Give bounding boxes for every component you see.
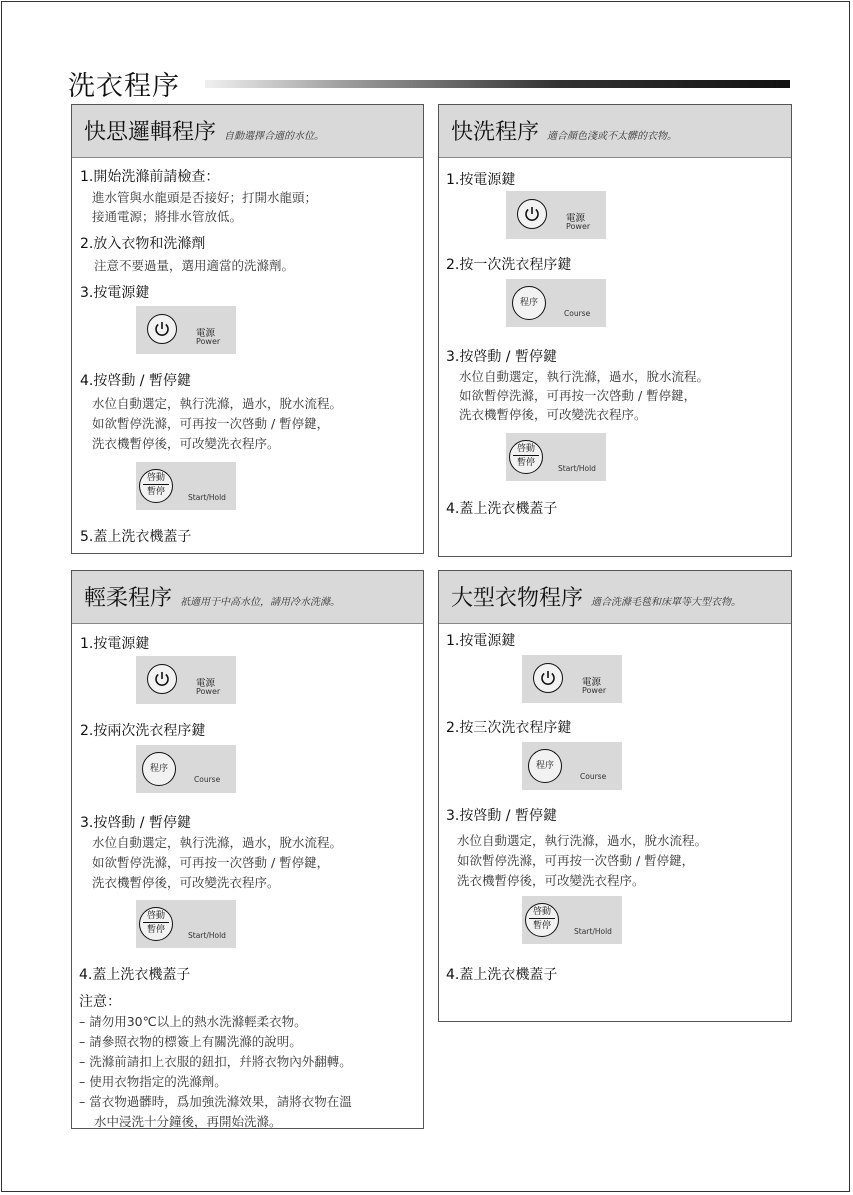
start-hold-label: Start/Hold — [574, 927, 612, 936]
panel-quick-wash — [438, 104, 792, 557]
step-4: 4.蓋上洗衣機蓋子 — [446, 967, 558, 983]
power-button-illustration — [522, 655, 622, 703]
note-item: – 當衣物過髒時，爲加強洗滌效果，請將衣物在溫 — [79, 1094, 352, 1109]
power-icon — [533, 663, 563, 693]
panel-gentle — [71, 570, 424, 1129]
panel-bulky — [438, 570, 792, 1022]
power-icon — [147, 664, 177, 694]
start-hold-button-illustration — [136, 462, 236, 510]
start-hold-label: Start/Hold — [558, 464, 596, 473]
power-label-en: Power — [566, 222, 591, 231]
panel-title: 快洗程序 — [451, 120, 540, 145]
course-button-illustration — [522, 742, 622, 790]
start-hold-button-illustration — [522, 896, 622, 944]
course-label: Course — [194, 775, 221, 784]
step-2: 2.按三次洗衣程序鍵 — [446, 720, 572, 736]
step-2: 2.放入衣物和洗滌劑 — [80, 236, 206, 252]
step-3-desc-line1: 水位自動選定，執行洗滌，過水，脫水流程。 — [92, 835, 343, 850]
power-button-illustration — [136, 306, 236, 354]
start-hold-icon: 啓動 暫停 — [139, 907, 173, 941]
course-button-illustration — [506, 279, 606, 327]
step-4: 4.蓋上洗衣機蓋子 — [446, 501, 558, 517]
step-3-desc-line2: 如欲暫停洗滌，可再按一次啓動 / 暫停鍵， — [459, 388, 697, 403]
power-label-cn: 電源 — [196, 678, 216, 689]
power-label-cn: 電源 — [582, 677, 602, 688]
start-hold-label: Start/Hold — [188, 493, 226, 502]
start-hold-icon: 啓動 暫停 — [509, 440, 543, 474]
panel-header — [439, 105, 791, 158]
title-divider-bar — [205, 80, 790, 88]
step-1: 1.按電源鍵 — [80, 636, 150, 652]
panel-header — [439, 571, 791, 624]
step-3: 3.按電源鍵 — [80, 285, 150, 301]
step-4-desc-line1: 水位自動選定，執行洗滌，過水，脫水流程。 — [92, 396, 343, 411]
start-hold-button-illustration — [136, 900, 236, 948]
step-5: 5.蓋上洗衣機蓋子 — [80, 529, 192, 545]
course-icon: 程序 — [142, 752, 176, 786]
panel-subtitle: 適合顏色淺或不太髒的衣物。 — [547, 131, 678, 142]
panel-subtitle: 適合洗滌毛毯和床單等大型衣物。 — [591, 597, 742, 608]
power-icon — [517, 199, 547, 229]
step-4: 4.按啓動 / 暫停鍵 — [80, 373, 191, 389]
power-label-cn: 電源 — [566, 213, 586, 224]
course-button-illustration — [136, 745, 236, 793]
panel-title: 快思邏輯程序 — [84, 120, 217, 145]
step-1-desc-line1: 進水管與水龍頭是否接好；打開水龍頭； — [92, 190, 318, 205]
panel-title: 大型衣物程序 — [451, 586, 584, 611]
power-label-cn: 電源 — [196, 328, 216, 339]
step-3-desc-line2: 如欲暫停洗滌，可再按一次啓動 / 暫停鍵， — [92, 855, 330, 870]
power-label-en: Power — [196, 337, 221, 346]
panel-header — [72, 105, 423, 158]
start-hold-button-illustration — [506, 433, 606, 481]
panel-title: 輕柔程序 — [84, 586, 173, 611]
panel-subtitle: 祇適用于中高水位，請用冷水洗滌。 — [180, 597, 341, 608]
course-icon: 程序 — [512, 286, 546, 320]
note-item-continued: 水中浸洗十分鐘後，再開始洗滌。 — [94, 1114, 282, 1129]
step-3: 3.按啓動 / 暫停鍵 — [80, 815, 191, 831]
power-label-en: Power — [196, 687, 221, 696]
note-item: – 請參照衣物的標簽上有關洗滌的說明。 — [79, 1034, 302, 1049]
course-label: Course — [580, 772, 607, 781]
step-4: 4.蓋上洗衣機蓋子 — [79, 967, 191, 983]
step-2: 2.按兩次洗衣程序鍵 — [80, 723, 206, 739]
step-1: 1.按電源鍵 — [446, 172, 516, 188]
notes-title: 注意： — [79, 994, 121, 1010]
step-3-desc-line2: 如欲暫停洗滌，可再按一次啓動 / 暫停鍵， — [457, 853, 695, 868]
note-item: – 使用衣物指定的洗滌劑。 — [79, 1074, 227, 1089]
start-hold-label: Start/Hold — [188, 931, 226, 940]
step-2-desc: 注意不要過量，選用適當的洗滌劑。 — [94, 258, 295, 273]
step-3-desc-line1: 水位自動選定，執行洗滌，過水，脫水流程。 — [459, 369, 710, 384]
power-icon — [147, 314, 177, 344]
power-button-illustration — [136, 656, 236, 704]
step-3-desc-line3: 洗衣機暫停後，可改變洗衣程序。 — [457, 873, 645, 888]
step-3: 3.按啓動 / 暫停鍵 — [446, 349, 557, 365]
panel-subtitle: 自動選擇合適的水位。 — [224, 131, 325, 142]
step-1: 1.按電源鍵 — [446, 633, 516, 649]
step-3: 3.按啓動 / 暫停鍵 — [446, 808, 557, 824]
step-4-desc-line3: 洗衣機暫停後，可改變洗衣程序。 — [92, 436, 280, 451]
step-2: 2.按一次洗衣程序鍵 — [446, 257, 572, 273]
step-1-desc-line2: 接通電源；將排水管放低。 — [92, 209, 243, 224]
step-3-desc-line1: 水位自動選定，執行洗滌，過水，脫水流程。 — [457, 833, 708, 848]
panel-header — [72, 571, 423, 624]
note-item: – 請勿用30℃以上的熱水洗滌輕柔衣物。 — [79, 1014, 307, 1029]
course-icon: 程序 — [528, 749, 562, 783]
course-label: Course — [564, 309, 591, 318]
start-hold-icon: 啓動 暫停 — [525, 903, 559, 937]
step-3-desc-line3: 洗衣機暫停後，可改變洗衣程序。 — [459, 407, 647, 422]
step-3-desc-line3: 洗衣機暫停後，可改變洗衣程序。 — [92, 875, 280, 890]
step-1: 1.開始洗滌前請檢查： — [80, 169, 220, 185]
start-hold-icon: 啓動 暫停 — [139, 469, 173, 503]
step-4-desc-line2: 如欲暫停洗滌，可再按一次啓動 / 暫停鍵， — [92, 416, 330, 431]
panel-fuzzy-logic — [71, 104, 424, 554]
power-label-en: Power — [582, 686, 607, 695]
note-item: – 洗滌前請扣上衣服的鈕扣，幷將衣物內外翻轉。 — [79, 1054, 352, 1069]
page-title: 洗衣程序 — [68, 71, 180, 102]
power-button-illustration — [506, 191, 606, 239]
